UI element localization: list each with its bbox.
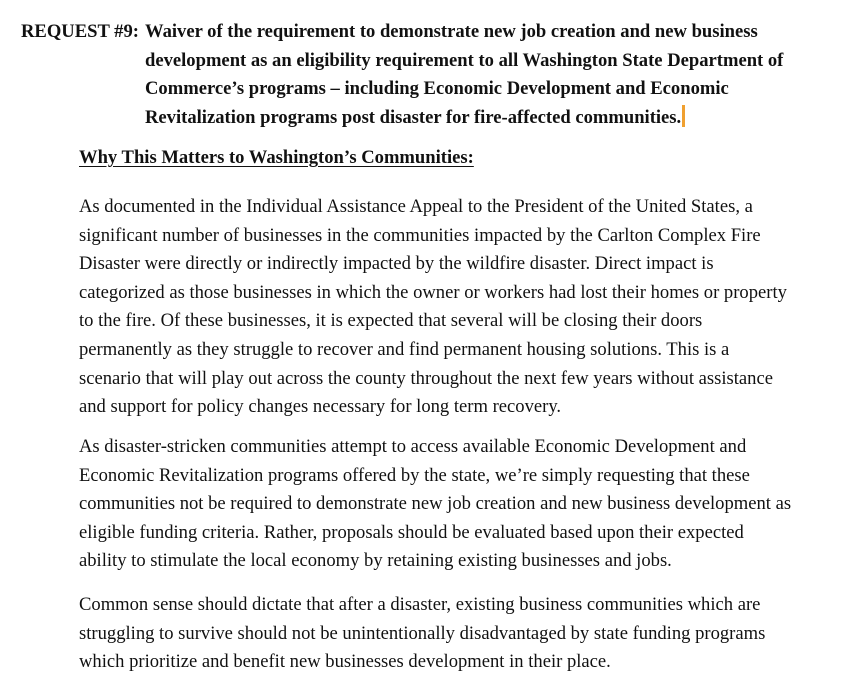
- paragraph-line: eligible funding criteria. Rather, proposals should be evaluated based upon their expected: [79, 521, 744, 543]
- paragraph-line: which prioritize and benefit new businesses development in their place.: [79, 651, 611, 673]
- paragraph-1: [79, 193, 859, 422]
- paragraph-line: ability to stimulate the local economy by retaining existing businesses and jobs.: [79, 550, 672, 572]
- paragraph-line: significant number of businesses in the communities impacted by the Carlton Complex Fire: [79, 224, 761, 246]
- request-title-line: Waiver of the requirement to demonstrate new job creation and new business: [145, 21, 758, 42]
- paragraph-line: to the fire. Of these businesses, it is expected that several will be closing their doors: [79, 310, 703, 332]
- paragraph-line: struggling to survive should not be unintentionally disadvantaged by state funding programs: [79, 622, 766, 644]
- paragraph-2: [79, 433, 859, 576]
- paragraph-line: Common sense should dictate that after a disaster, existing business communities which are: [79, 594, 761, 615]
- paragraph-line: communities not be required to demonstrate new job creation and new business development as: [79, 493, 792, 515]
- request-heading-line: [21, 18, 851, 47]
- request-title-line: development as an eligibility requirement to all Washington State Department of: [145, 49, 784, 71]
- paragraph-line: scenario that will play out across the county throughout the next few years without assistance: [79, 367, 773, 389]
- request-heading: [21, 18, 851, 132]
- paragraph-line: As disaster-stricken communities attempt to access available Economic Development and: [79, 436, 747, 457]
- paragraph-line: Economic Revitalization programs offered by the state, we’re simply requesting that these: [79, 464, 750, 486]
- why-heading: Why This Matters to Washington’s Communities:: [79, 147, 474, 168]
- text-cursor: [682, 105, 685, 127]
- request-title-line: Commerce’s programs – including Economic Development and Economic: [145, 78, 729, 100]
- paragraph-line: As documented in the Individual Assistance Appeal to the President of the United States, a: [79, 196, 753, 217]
- request-number-label: REQUEST #9:: [21, 21, 139, 42]
- paragraph-line: categorized as those businesses in which the owner or workers had lost their homes or property: [79, 281, 787, 303]
- request-title-line: Revitalization programs post disaster for fire-affected communities.: [145, 106, 682, 128]
- request-title-line-last: [21, 104, 851, 133]
- paragraph-line: permanently as they struggle to recover and find permanent housing solutions. This is a: [79, 338, 730, 360]
- paragraph-3: [79, 591, 859, 677]
- paragraph-line: and support for policy changes necessary for long term recovery.: [79, 396, 562, 418]
- paragraph-line: Disaster were directly or indirectly impacted by the wildfire disaster. Direct impact is: [79, 253, 714, 275]
